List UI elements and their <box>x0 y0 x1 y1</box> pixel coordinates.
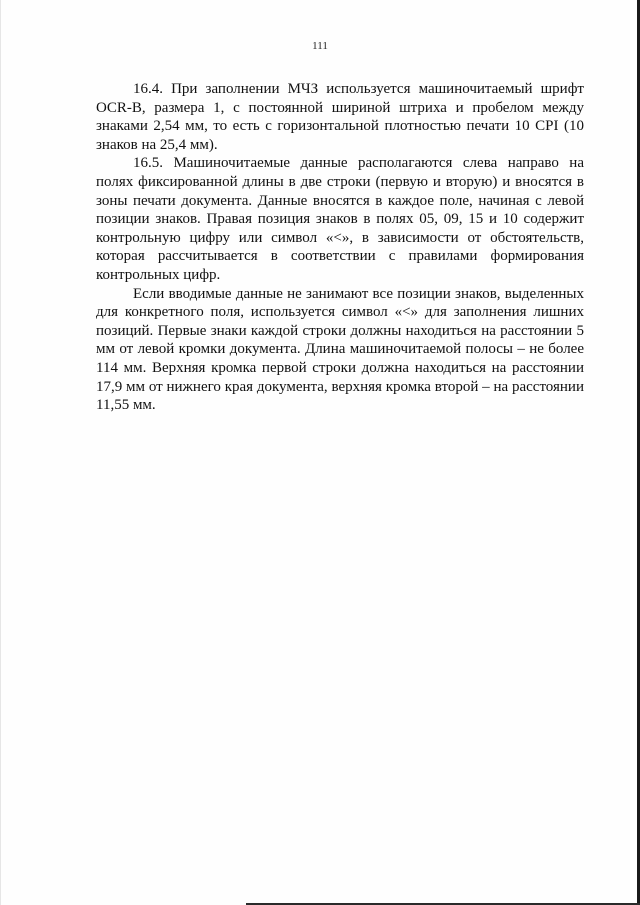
page-number: 111 <box>312 40 328 52</box>
scan-left-edge <box>0 0 1 905</box>
document-body <box>96 80 584 415</box>
paragraph-16-5: 16.5. Машиночитаемые данные располагаются слева направо на полях фиксированной длины в две строки (первую и вторую) и вносятся в зоны печати документа. Данные вносятся в каждое поле, начиная с левой позиции знаков. Правая позиция знаков в полях 05, 09, 15 и 10 содержит контрольную цифру или символ «<», в зависимости от обстоятельств, которая рассчитывается в соответствии с правилами формирования контрольных цифр. <box>96 155 584 283</box>
paragraph-16-4: 16.4. При заполнении МЧЗ используется машиночитаемый шрифт OCR-B, размера 1, с постоянной шириной штриха и пробелом между знаками 2,54 мм, то есть с горизонтальной плотностью печати 10 CPI (10 знаков на 25,4 мм). <box>96 81 584 153</box>
paragraph-filler-rules: Если вводимые данные не занимают все позиции знаков, выделенных для конкретного поля, используется символ «<» для заполнения лишних позиций. Первые знаки каждой строки должны находиться на расстоянии 5 мм от левой кромки документа. Длина машиночитаемой полосы – не более 114 мм. Верхняя кромка первой строки должна находиться на расстоянии 17,9 мм от нижнего края документа, верхняя кромка второй – на расстоянии 11,55 мм. <box>96 285 584 414</box>
